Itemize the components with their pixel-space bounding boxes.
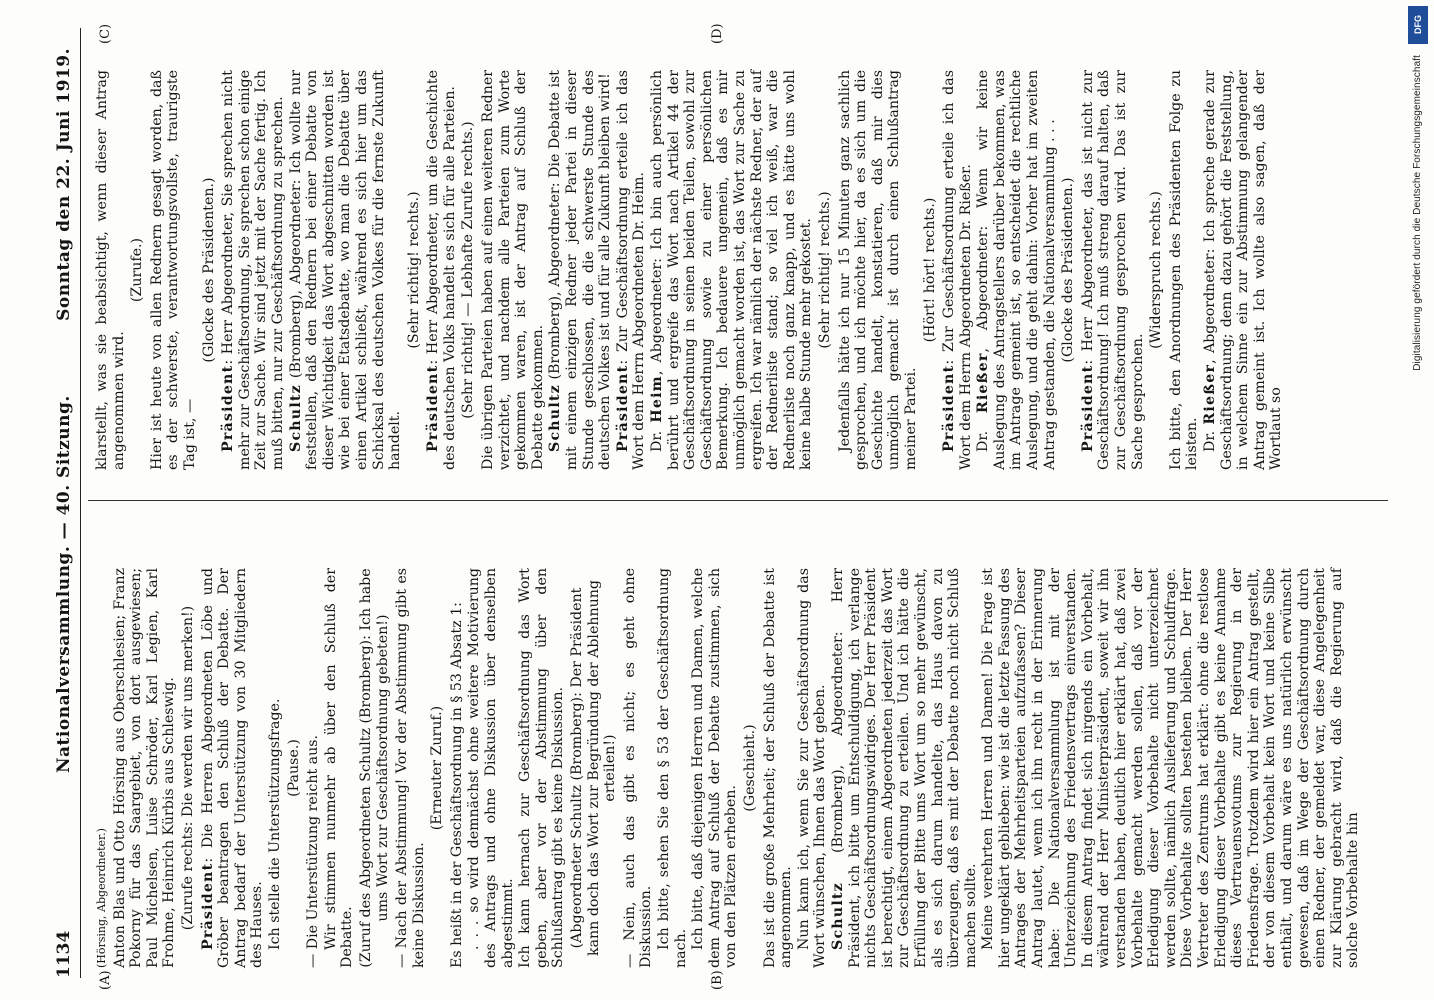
margin-marker-d: (D) bbox=[710, 23, 725, 44]
paragraph: Ich bitte, daß diejenigen Herren und Damen, welche dem Antrag auf Schluß der Debatte zustimmen, sich von den Plätzen erheben. bbox=[690, 568, 740, 968]
speaker-name: Rießer bbox=[1202, 363, 1218, 425]
interjection: (Pause.) bbox=[285, 739, 302, 797]
quotation: . . . so wird demnächst ohne weitere Motivierung des Antrags und ohne Diskussion über denselben abgestimmt. bbox=[466, 568, 516, 968]
speaker-name: Präsident bbox=[220, 364, 237, 452]
paragraph: klarstellt, was sie beabsichtigt, wenn dieser Antrag angenommen wird. bbox=[94, 70, 127, 470]
speaker-paragraph: Schultz (Bromberg), Abgeordneter: Die Debatte ist mit einem einzigen Redner jeder Partei in dieser Stunde geschlossen, die die schwerste Stunde des deutschen Volkes ist und für alle Zukunft bleiben wird! bbox=[547, 70, 614, 470]
interjection: (Sehr richtig! rechts.) bbox=[816, 191, 833, 349]
document-page bbox=[10, 10, 1405, 990]
speaker-paragraph: Präsident: Die Herren Abgeordneten Löbe und Gröber beantragen den Schluß der Debatte. Der Antrag bedarf der Unterstützung von 30 Mitgliedern des Hauses. bbox=[199, 568, 266, 968]
interjection: (Abgeordneter Schultz (Bromberg): Der Präsident kann doch das Wort zur Begründung der Ablehnung erteilen!) bbox=[569, 579, 619, 957]
speaker-name: Präsident bbox=[199, 862, 216, 950]
paragraph: Ich bitte, sehen Sie den § 53 der Geschäftsordnung nach. bbox=[656, 568, 689, 968]
dfg-logo: DFG bbox=[1408, 6, 1428, 44]
interjection: (Zuruf des Abgeordneten Schultz (Bromberg): Ich habe ums Wort zur Geschäftsordnung gebeten!) bbox=[357, 568, 391, 968]
speaker-paragraph: Dr. Rießer, Abgeordneter: Wenn wir keine Auslegung des Antragstellers darüber bekommen, was im Antrage gemeint ist, so entscheidet die rechtliche Auslegung, und die geht dahin: Vorher hat im zweiten Antrag gestanden, die Nationalversammlung . . . bbox=[975, 70, 1058, 470]
interjection: (Glocke des Präsidenten.) bbox=[200, 177, 217, 363]
speaker-name: Präsident bbox=[1079, 364, 1096, 452]
speaker-paragraph: Schultz (Bromberg), Abgeordneter: Ich wollte nur feststellen, daß den Rednern bei einer Debatte von dieser Wichtigkeit das Wort abgeschnitten worden ist wie bei einer Etatsdebatte, wo man die Debatte über einen Artikel schließt, während es sich hier um das Schicksal des deutschen Volkes für die fernste Zukunft handelt. bbox=[287, 70, 404, 470]
interjection: (Zurufe.) bbox=[129, 237, 146, 303]
interjection: (Glocke des Präsidenten.) bbox=[1060, 177, 1077, 363]
interjection: (Zurufe rechts: Die werden wir uns merken!) bbox=[179, 605, 196, 931]
interjection: (Hört! hört! rechts.) bbox=[921, 197, 938, 343]
paragraph: — Nach der Abstimmung! Vor der Abstimmung gibt es keine Diskussion. bbox=[394, 568, 427, 968]
page-title: Nationalversammlung. — 40. Sitzung. bbox=[54, 395, 74, 773]
paragraph: Ich stelle die Unterstützungsfrage. bbox=[266, 698, 283, 950]
speaker-paragraph: Präsident: Herr Abgeordneter, um die Geschichte des deutschen Volks handelt es sich für alle Parteien. bbox=[425, 70, 458, 470]
page-date: Sonntag den 22. Juni 1919. bbox=[54, 48, 74, 321]
paragraph: Ich bitte, den Anordnungen des Präsidenten Folge zu leisten. bbox=[1167, 70, 1201, 470]
paragraph: Jedenfalls hätte ich nur 15 Minuten ganz sachlich gesprochen, und ich möchte hier, da es sich um die Geschichte handelt, konstatieren, daß mir dies unmöglich gemacht ist durch einen Schlußantrag meiner Partei. bbox=[836, 70, 919, 470]
interjection: (Geschieht.) bbox=[741, 724, 758, 812]
dfg-strip bbox=[1400, 0, 1434, 1000]
margin-marker-a: (A) bbox=[98, 970, 113, 990]
margin-marker-b: (B) bbox=[710, 970, 725, 990]
paragraph: Es heißt in der Geschäftsordnung in § 53 Absatz 1: bbox=[448, 602, 465, 968]
speaker-name: Rießer bbox=[975, 352, 992, 414]
right-column bbox=[94, 70, 1286, 470]
speaker-paragraph: Schultz (Bromberg), Abgeordneter: Herr Präsident, ich bitte um Entschuldigung, ich verlange nichts Geschäftsordnungswidriges. Der Herr Präsident ist berechtigt, einem Abgeordneten jederzeit das Wort zur Geschäftsordnung zu erteilen. Und ich hätte die Erfüllung der Bitte ums Wort um so mehr gewünscht, als es sich darum handelte, das Haus davon zu überzeugen, daß es mit der Debatte noch nicht Schluß machen sollte. bbox=[829, 568, 979, 968]
page-number: 1134 bbox=[54, 930, 74, 978]
paragraph: — Die Unterstützung reicht aus. bbox=[305, 734, 322, 968]
speaker-paragraph: Präsident: Herr Abgeordneter, das ist nicht zur Geschäftsordnung! Ich muß streng darauf halten, daß zur Geschäftsordnung gesprochen wird. Das ist zur Sache gesprochen. bbox=[1079, 70, 1146, 470]
paragraph: (Hörsing, Abgeordneter.) bbox=[95, 828, 108, 968]
interjection: (Sehr richtig! — Lebhafte Zurufe rechts.) bbox=[460, 121, 477, 419]
interjection: (Widerspruch rechts.) bbox=[1148, 191, 1165, 349]
speaker-paragraph: Präsident: Zur Geschäftsordnung erteile ich das Wort dem Herrn Abgeordneten Dr. Rießer. bbox=[941, 70, 974, 470]
speaker-name: Präsident bbox=[614, 364, 631, 452]
speaker-name: Schultz bbox=[287, 384, 304, 452]
paragraph: Meine verehrten Herren und Damen! Die Frage ist hier ungeklärt geblieben: wie ist die letzte Fassung des Antrages der Mehrheitsparteien aufzufassen? Dieser Antrag lautet, wenn ich ihn recht in der Erinnerung habe: Die Nationalversammlung ist mit der Unterzeichnung des Friedensvertrags einverstanden. In diesem Antrag findet sich nirgends ein Vorbehalt, während der Herr Ministerpräsident, soweit wir ihn verstanden haben, deutlich hier erklärt hat, daß zwei Vorbehalte gemacht werden sollen, daß vor der Erledigung dieser Vorbehalte nicht unterzeichnet werden sollte, nämlich Auslieferung und Schuldfrage. Diese Vorbehalte sollten bestehen bleiben. Der Herr Vertreter des Zentrums hat erklärt: ohne die restlose Erledigung dieser Vorbehalte gibt es keine Annahme dieses Vertrauensvotums zur Regierung in der Friedensfrage. Trotzdem wird hier ein Antrag gestellt, der von diesem Vorbehalt kein Wort und keine Silbe enthält, und darum wäre es uns natürlich erwünscht gewesen, daß im Wege der Geschäftsordnung durch einen Redner, der gemeldet war, diese Angelegenheit zur Klärung gebracht wird, daß die Regierung auf solche Vorbehalte hin bbox=[980, 568, 1362, 968]
dfg-credit: Digitalisierung gefördert durch die Deutsche Forschungsgemeinschaft bbox=[1411, 55, 1423, 371]
paragraph: Hier ist heute von allen Rednern gesagt worden, daß es der schwerste, verantwortungsvollste, traurigste Tag ist, — bbox=[148, 70, 198, 470]
paragraph: Nun kann ich, wenn Sie zur Geschäftsordnung das Wort wünschen, Ihnen das Wort geben. bbox=[795, 568, 829, 968]
paragraph: Die übrigen Parteien haben auf einen weiteren Redner verzichtet, und nachdem alle Parteien zum Worte gekommen waren, ist der Antrag auf Schluß der Debatte gekommen. bbox=[480, 70, 546, 470]
speaker-paragraph: Präsident: Zur Geschäftsordnung erteile ich das Wort dem Herrn Abgeordneten Dr. Heim. bbox=[614, 70, 648, 470]
margin-marker-c: (C) bbox=[98, 23, 113, 44]
speaker-name: Präsident bbox=[941, 364, 958, 452]
paragraph: — Nein, auch das gibt es nicht; es geht ohne Diskussion. bbox=[621, 568, 655, 968]
interjection: (Erneuter Zuruf.) bbox=[429, 705, 446, 831]
speaker-name: Heim bbox=[649, 375, 665, 423]
paragraph: Das ist die große Mehrheit; der Schluß der Debatte ist angenommen. bbox=[761, 568, 795, 968]
speaker-name: Präsident bbox=[425, 364, 442, 452]
paragraph: Ich kann hernach zur Geschäftsordnung das Wort geben, aber vor der Abstimmung über den Schlußantrag gibt es keine Diskussion. bbox=[517, 568, 567, 968]
paragraph: Anton Blas und Otto Hörsing aus Oberschlesien; Franz Pokorny für das Saargebiet, von dort ausgewiesen; Paul Michelsen, Luise Schröder, Karl Legien, Karl Frohme, Heinrich Kürbis aus Schleswig. bbox=[111, 568, 178, 968]
speaker-paragraph: Präsident: Herr Abgeordneter, Sie sprechen nicht mehr zur Geschäftsordnung, Sie sprechen schon einige Zeit zur Sache. Wir sind jetzt mit der Sache fertig. Ich muß bitten, nur zur Geschäftsordnung zu sprechen. bbox=[220, 70, 286, 470]
interjection: (Sehr richtig! rechts.) bbox=[405, 191, 422, 349]
page-header bbox=[50, 28, 81, 978]
speaker-paragraph: Dr. Rießer, Abgeordneter: Ich spreche gerade zur Geschäftsordnung; denn dazu gehört die Feststellung, in welchem Sinne ein zur Abstimmung gelangender Antrag gemeint ist. Ich wollte also sagen, daß der Wortlaut so bbox=[1202, 70, 1285, 470]
speaker-name: Schultz bbox=[547, 384, 564, 452]
speaker-paragraph: Dr. Heim, Abgeordneter: Ich bin auch persönlich berührt und ergreife das Wort nach Artikel 44 der Geschäftsordnung in seinen beiden Teilen, sowohl zur Geschäftsordnung sowie zu einer persönlichen Bemerkung. Ich bedauere ungemein, daß es mir unmöglich gemacht worden ist, das Wort zur Sache zu ergreifen. Ich war nämlich der nächste Redner, der auf der Rednerliste stand; so viel ich weiß, war die Rednerliste noch ganz knapp, und es hätte uns wohl keine halbe Stunde mehr gekostet. bbox=[649, 70, 815, 470]
paragraph: Wir stimmen nunmehr ab über den Schluß der Debatte. bbox=[322, 568, 356, 968]
left-column bbox=[94, 568, 1363, 968]
speaker-name: Schultz bbox=[829, 882, 846, 950]
column-divider bbox=[88, 500, 1388, 501]
